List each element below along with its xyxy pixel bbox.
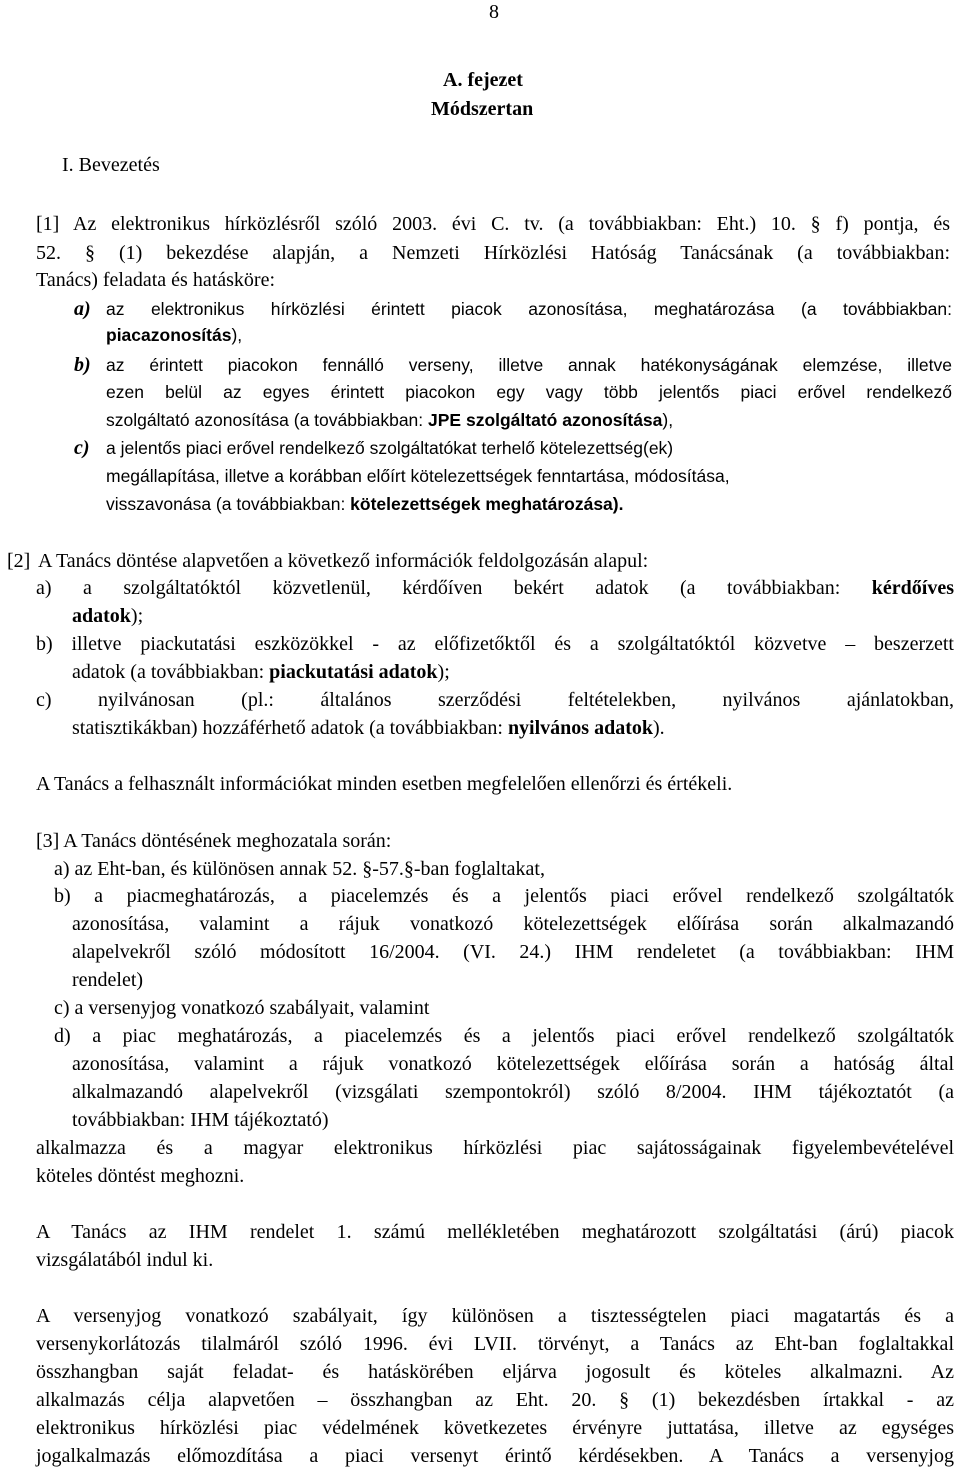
p1-item-c-line3 [106,492,623,516]
p1-item-b-l3a: szolgáltató azonosítása (a továbbiakban: [106,410,429,430]
p1-item-a-line1: az elektronikus hírközlési érintett piacok azonosítása, meghatározása (a továbbiakban: [106,299,952,319]
p2-c-l2c: ). [653,717,665,739]
p3-c-line1: c) a versenyjog vonatkozó szabályait, valamint [54,997,430,1019]
p1-line1: [1] Az elektronikus hírközlésről szóló 2003. évi C. tv. (a továbbiakban: Eht.) 10. § f) pontja, és [36,213,950,235]
p5-line3: összhangban saját feladat- és hatáskörében eljárva jogosult és köteles alkalmazni. Az [36,1361,954,1383]
p2-closing: A Tanács a felhasznált információkat minden esetben megfelelően ellenőrzi és értékeli. [36,773,733,795]
p2-b-l2a: adatok (a továbbiakban: [72,661,270,683]
p3-b-line2: azonosítása, valamint a rájuk vonatkozó kötelezettségek előírása során alkalmazandó [72,913,954,935]
p1-line3: Tanács) feladata és hatásköre: [36,269,276,291]
p1-item-b-label: b) [74,354,91,376]
p1-item-b-bold: JPE szolgáltató azonosítása [428,410,663,430]
p3-d-line1: d) a piac meghatározás, a piacelemzés és a jelentős piaci erővel rendelkező szolgáltatók [54,1025,954,1047]
p1-item-a-tail: ), [231,325,243,345]
p2-a-l2-bold: adatok [72,605,131,627]
p2-line1: A Tanács döntése alapvetően a következő információk feldolgozásán alapul: [38,550,649,572]
p5-line2: versenykorlátozás tilalmáról szóló 1996. évi LVII. törvényt, a Tanács az Eht-ban foglaltakkal [36,1333,954,1355]
p2-c-line1: c) nyilvánosan (pl.: általános szerződési feltételekben, nyilvános ajánlatokban, [36,689,954,711]
p3-d-line3: alkalmazandó alapelvekről (vizsgálati szempontokról) szóló 8/2004. IHM tájékoztatót (a [72,1081,954,1103]
p5-line4: alkalmazás célja alapvetően – összhangban az Eht. 20. § (1) bekezdésben írtakkal - az [36,1389,954,1411]
p3-line1: [3] A Tanács döntésének meghozatala során: [36,830,392,852]
p2-a-l1-text: a) a szolgáltatóktól közvetlenül, kérdőíven bekért adatok (a továbbiakban: [36,577,841,599]
p2-c-line2 [72,716,665,740]
p2-b-l2-bold: piackutatási adatok [269,661,438,683]
p2-a-line1 [36,576,954,600]
p2-c-l2a: statisztikákban) hozzáférhető adatok (a továbbiakban: [72,717,508,739]
p4-line1: A Tanács az IHM rendelet 1. számú mellékletében meghatározott szolgáltatási (árú) piacok [36,1221,954,1243]
p1-item-b-l3c: ), [662,410,674,430]
p5-line5: elektronikus hírközlési piac védelmének következetes érvényre juttatása, illetve az egységes [36,1417,954,1439]
p1-item-c-line1: a jelentős piaci erővel rendelkező szolgáltatókat terhelő kötelezettség(ek) [106,438,674,458]
p2-num: [2] [7,550,31,572]
p2-b-l2c: ); [437,661,450,683]
p1-item-c-label: c) [74,437,90,459]
page-number: 8 [489,1,499,23]
p2-a-line2 [72,604,143,628]
chapter-title: Módszertan [431,98,534,120]
p2-b-line1: b) illetve piackutatási eszközökkel - az előfizetőktől és a szolgáltatóktól közvetve – beszerzett [36,633,954,655]
p1-item-a-bold: piacazonosítás [106,325,232,345]
p4-line2: vizsgálatából indul ki. [36,1249,214,1271]
p2-b-line2 [72,660,450,684]
p3-b-line1: b) a piacmeghatározás, a piacelemzés és a jelentős piaci erővel rendelkező szolgáltatók [54,885,954,907]
p1-item-c-line2: megállapítása, illetve a korábban előírt kötelezettségek fenntartása, módosítása, [106,466,730,486]
p3-a-line1: a) az Eht-ban, és különösen annak 52. §-57.§-ban foglaltakat, [54,858,545,880]
section-title: I. Bevezetés [62,154,160,176]
p2-c-l2-bold: nyilvános adatok [507,717,653,739]
p3-end-line1: alkalmazza és a magyar elektronikus hírközlési piac sajátosságainak figyelembevételével [36,1137,954,1159]
p3-b-line3: alapelvekről szóló módosított 16/2004. (VI. 24.) IHM rendeletet (a továbbiakban: IHM [72,941,954,963]
p1-item-a-label: a) [74,298,91,320]
p1-item-b-line1: az érintett piacokon fennálló verseny, illetve annak hatékonyságának elemzése, illetve [106,355,952,375]
p3-d-line4: továbbiakban: IHM tájékoztató) [72,1109,329,1131]
p2-a-l1-bold: kérdőíves [871,577,954,599]
p1-item-c-bold: kötelezettségek meghatározása). [350,494,624,514]
p3-end-line2: köteles döntést meghozni. [36,1165,245,1187]
p3-d-line2: azonosítása, valamint a rájuk vonatkozó kötelezettségek előírása során a hatóság által [72,1053,954,1075]
p5-line6: jogalkalmazás előmozdítása a piaci versenyt érintő kérdésekben. A Tanács a versenyjog [36,1445,954,1467]
p1-item-a-line2 [106,323,242,347]
p2-a-l2-tail: ); [130,605,144,627]
chapter-label: A. fejezet [443,69,523,91]
p3-b-line4: rendelet) [72,969,144,991]
p1-item-c-l3a: visszavonása (a továbbiakban: [106,494,351,514]
p1-item-b-line2: ezen belül az egyes érintett piacokon egy vagy több jelentős piaci erővel rendelkező [106,382,952,402]
p5-line1: A versenyjog vonatkozó szabályait, így különösen a tisztességtelen piaci magatartás és a [36,1305,954,1327]
p1-line2: 52. § (1) bekezdése alapján, a Nemzeti Hírközlési Hatóság Tanácsának (a továbbiakban: [36,242,950,264]
p1-item-b-line3 [106,408,673,432]
